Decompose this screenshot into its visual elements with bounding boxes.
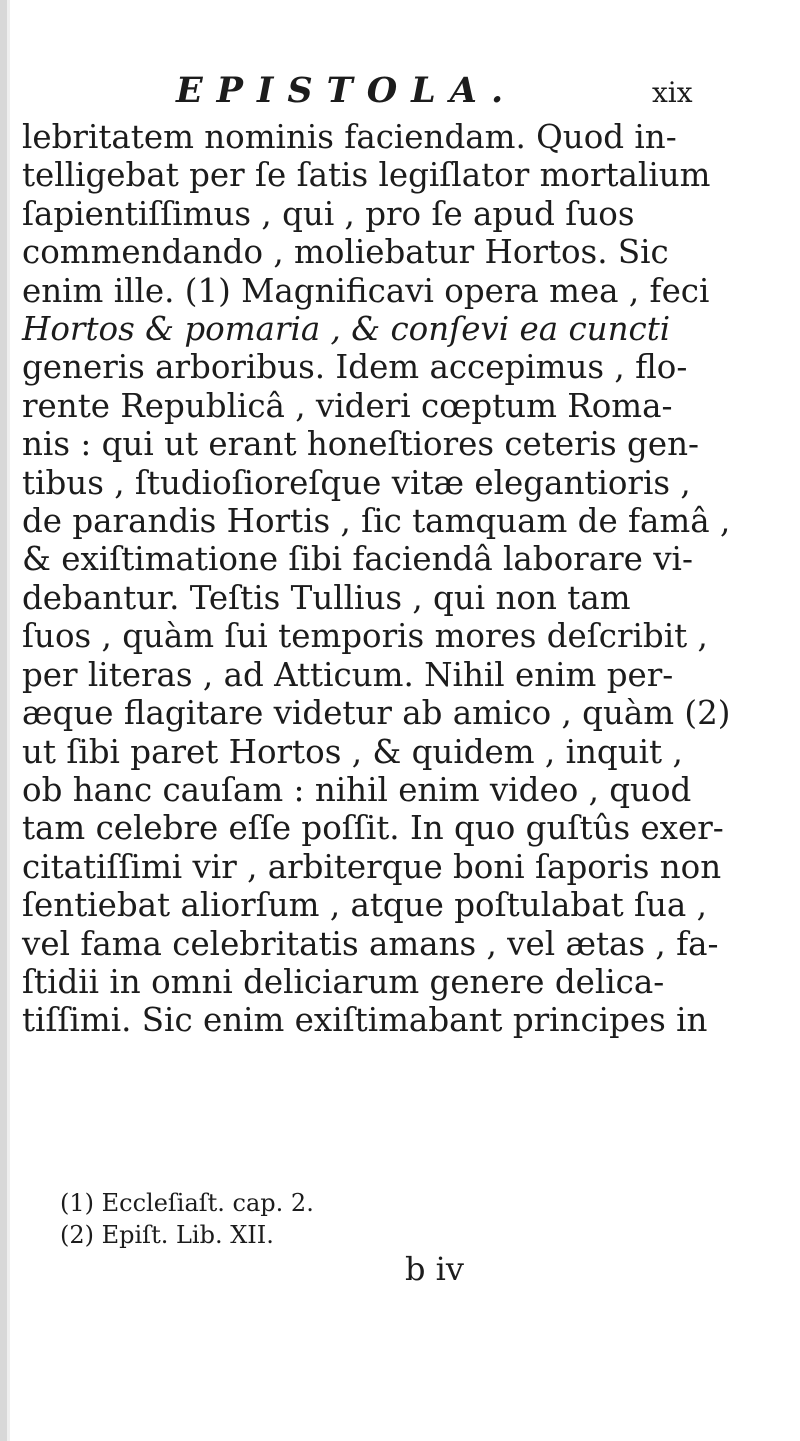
- text-line: nis : qui ut erant honeſtiores ceteris gen-: [22, 425, 699, 464]
- footnote: (2) Epiſt. Lib. XII.: [60, 1221, 274, 1249]
- text-line: lebritatem nominis faciendam. Quod in-: [22, 118, 677, 156]
- text-line: æque flagitare videtur ab amico , quàm (2): [22, 694, 731, 733]
- text-line: debantur. Teſtis Tullius , qui non tam: [22, 578, 631, 617]
- text-line: Hortos & pomaria , & conſevi ea cuncti: [22, 310, 671, 349]
- text-line: ut ſibi paret Hortos , & quidem , inquit ,: [22, 732, 683, 771]
- footnotes: [60, 1187, 314, 1251]
- text-line: vel fama celebritatis amans , vel ætas , fa-: [22, 924, 719, 963]
- text-line: ſuos , quàm ſui temporis mores deſcribit ,: [22, 617, 708, 656]
- text-line: ſtidii in omni deliciarum genere delica-: [22, 962, 665, 1001]
- body-text: [22, 118, 731, 1040]
- page-binding-shadow: [7, 0, 10, 1441]
- text-line: generis arboribus. Idem accepimus , flo-: [22, 348, 688, 387]
- text-line: commendando , moliebatur Hortos. Sic: [22, 233, 669, 272]
- text-line: de parandis Hortis , ſic tamquam de famâ ,: [22, 502, 731, 541]
- running-title: EPISTOLA.: [176, 70, 518, 111]
- text-line: ſentiebat aliorſum , atque poſtulabat ſua ,: [22, 886, 707, 925]
- text-line: & exiſtimatione ſibi faciendâ laborare vi-: [22, 540, 693, 579]
- page-number: xix: [652, 76, 693, 109]
- text-line: enim ille. (1) Magnificavi opera mea , feci: [22, 271, 710, 310]
- text-line: per literas , ad Atticum. Nihil enim per-: [22, 655, 674, 694]
- text-line: tam celebre eſſe poſſit. In quo guſtûs exer-: [22, 809, 724, 848]
- text-line: ob hanc cauſam : nihil enim video , quod: [22, 770, 692, 809]
- page-binding-edge: [0, 0, 7, 1441]
- footnote: (1) Eccleſiaſt. cap. 2.: [60, 1189, 314, 1217]
- signature-mark: b iv: [405, 1250, 464, 1288]
- text-line: rente Republicâ , videri cœptum Roma-: [22, 386, 673, 425]
- text-line: telligebat per ſe ſatis legiſlator mortalium: [22, 156, 711, 195]
- text-line: citatiſſimi vir , arbiterque boni ſaporis non: [22, 847, 722, 886]
- text-line: tiſſimi. Sic enim exiſtimabant principes in: [22, 1001, 708, 1040]
- text-line: ſapientiſſimus , qui , pro ſe apud ſuos: [22, 194, 635, 233]
- text-line: tibus , ſtudioſioreſque vitæ elegantioris ,: [22, 463, 691, 502]
